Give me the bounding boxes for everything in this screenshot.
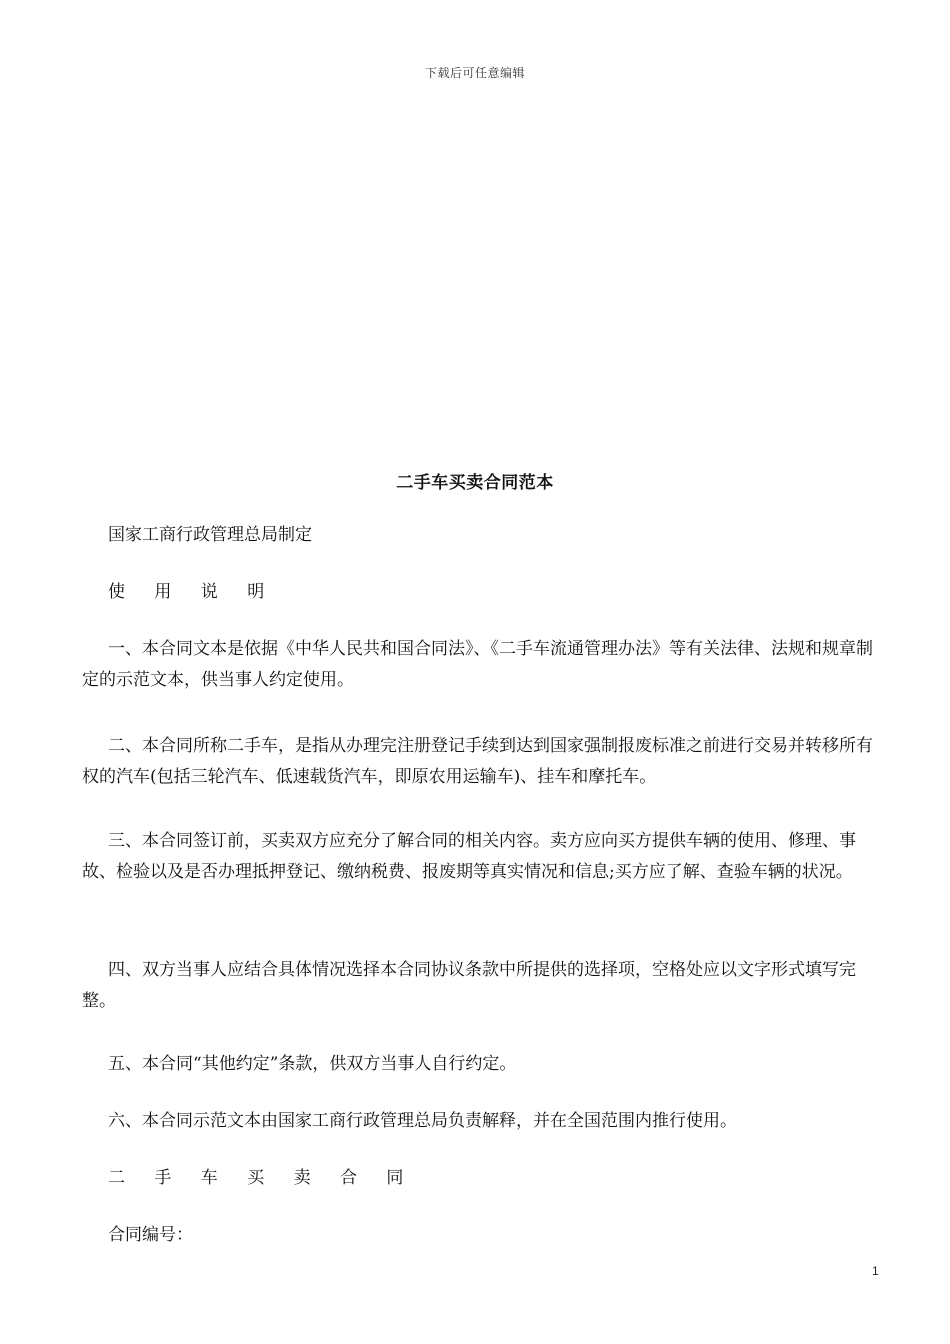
issuer-line: 国家工商行政管理总局制定 xyxy=(108,525,312,545)
header-note: 下载后可任意编辑 xyxy=(424,66,525,80)
instructions-heading: 使 用 说 明 xyxy=(108,582,277,602)
instruction-item-2: 二、本合同所称二手车，是指从办理完注册登记手续到达到国家强制报废标准之前进行交易并转移所有权的汽车(包括三轮汽车、低速载货汽车，即原农用运输车)、挂车和摩托车。 xyxy=(82,736,873,787)
instruction-item-6: 六、本合同示范文本由国家工商行政管理总局负责解释，并在全国范围内推行使用。 xyxy=(108,1111,737,1131)
instruction-item-1: 一、本合同文本是依据《中华人民共和国合同法》、《二手车流通管理办法》等有关法律、法规和规章制定的示范文本，供当事人约定使用。 xyxy=(82,639,873,690)
instruction-item-3: 三、本合同签订前，买卖双方应充分了解合同的相关内容。卖方应向买方提供车辆的使用、修理、事故、检验以及是否办理抵押登记、缴纳税费、报废期等真实情况和信息;买方应了解、查验车辆的状况。 xyxy=(82,831,856,882)
contract-number-label: 合同编号： xyxy=(108,1225,193,1245)
document-title: 二手车买卖合同范本 xyxy=(396,473,554,493)
contract-heading: 二 手 车 买 卖 合 同 xyxy=(108,1168,416,1188)
instruction-item-4: 四、双方当事人应结合具体情况选择本合同协议条款中所提供的选择项，空格处应以文字形式填写完整。 xyxy=(82,960,856,1011)
page-number: 1 xyxy=(872,1264,879,1278)
instruction-item-5: 五、本合同“其他约定”条款，供双方当事人自行约定。 xyxy=(108,1054,517,1074)
